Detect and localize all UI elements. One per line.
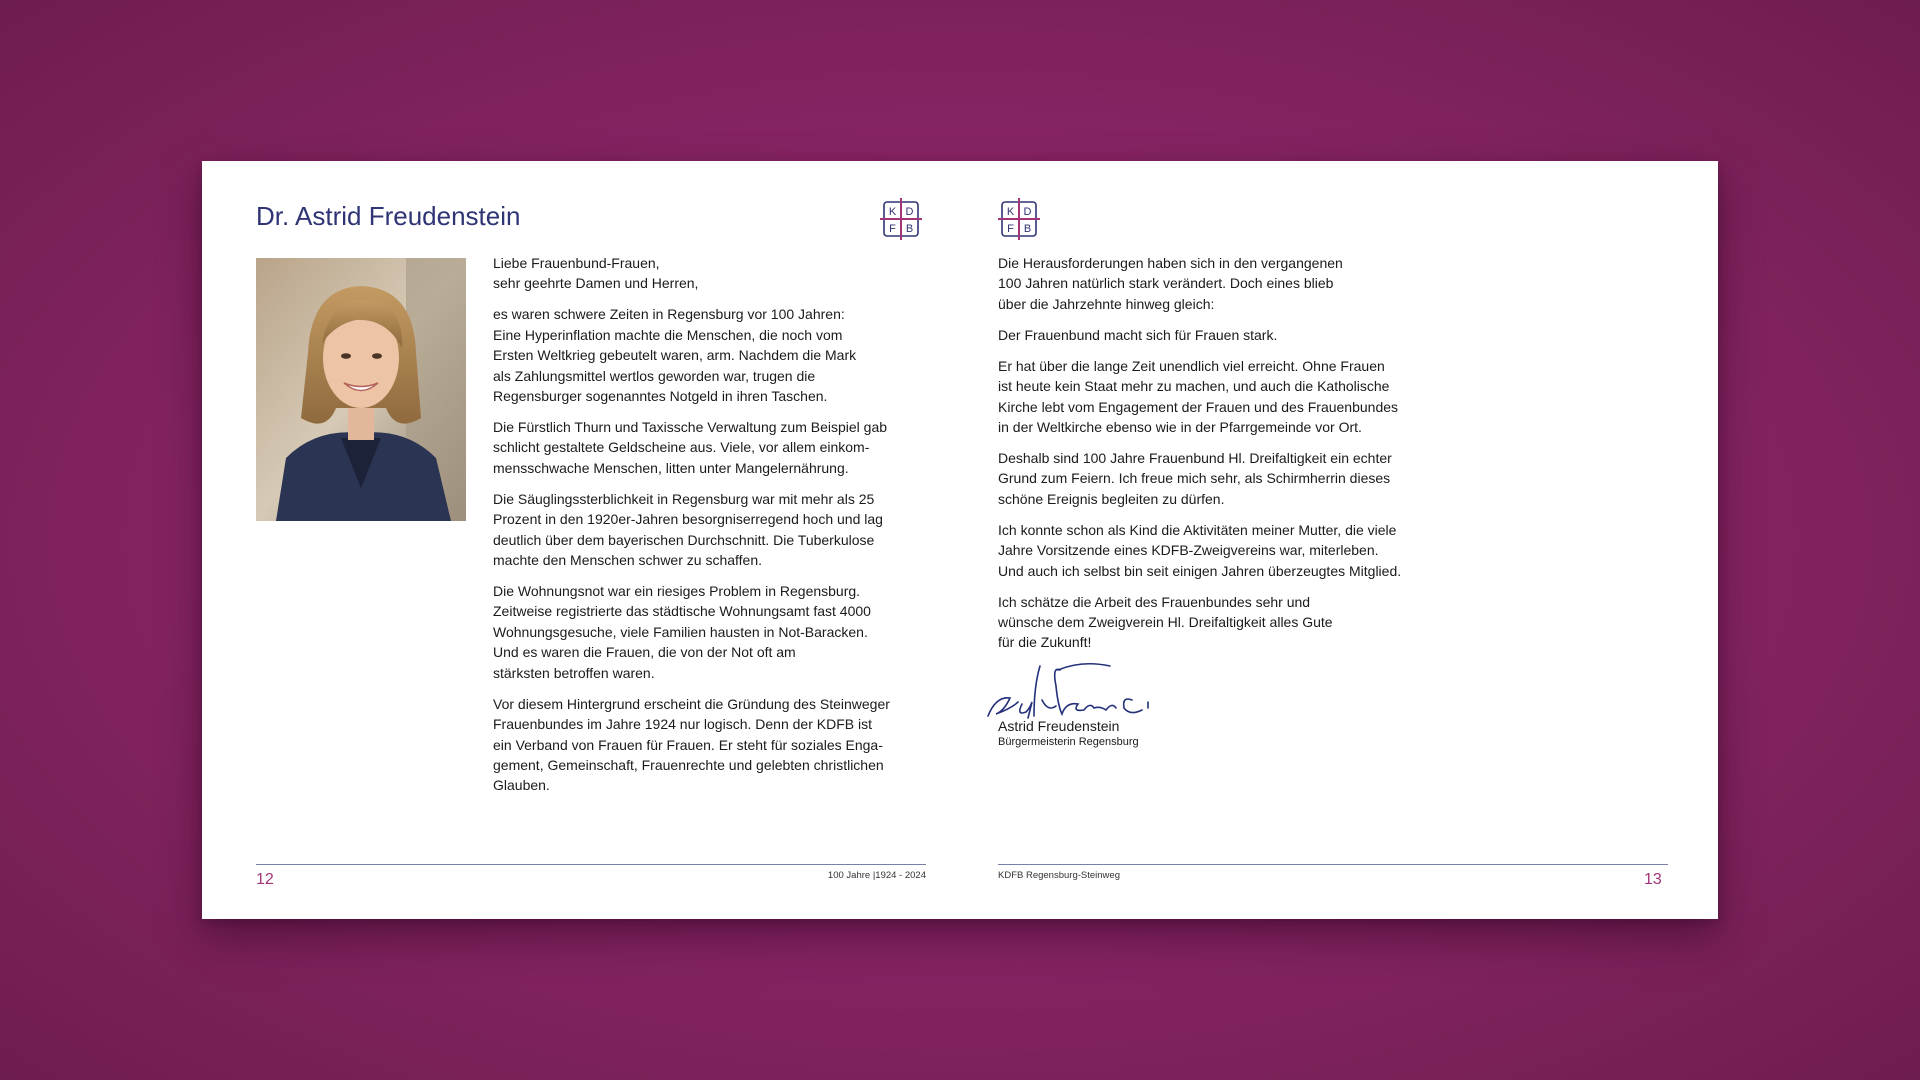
paragraph: Der Frauenbund macht sich für Frauen stark. [998,326,1278,343]
footer-divider [256,864,926,865]
logo-letter-f: F [889,223,896,235]
paragraph: Ich konnte schon als Kind die Aktivitäten meiner Mutter, die viele Jahre Vorsitzende eines KDFB-Zweigvereins war, miterleben. Und auch ich selbst bin seit einigen Jahren überzeugtes Mitglied. [998,521,1402,579]
footer-label: KDFB Regensburg-Steinweg [998,870,1120,881]
right-page [960,161,1718,919]
paragraph: Die Säuglingssterblichkeit in Regensburg war mit mehr als 25 Prozent in den 1920er-Jahren besorgniserregend hoch und lag deutlich über dem bayerischen Durchschnitt. Die Tuberkulose machte den Menschen schwer zu schaffen. [493,490,883,569]
paragraph: Die Wohnungsnot war ein riesiges Problem in Regensburg. Zeitweise registrierte das städtische Wohnungsamt fast 4000 Wohnungsgesuche, viele Familien hausten in Not-Baracken. Und es waren die Frauen, die von der Not oft am stärksten betroffen waren. [493,583,871,681]
logo-letter-k: K [1006,206,1015,218]
signature-name: Astrid Freudenstein [998,718,1120,734]
logo-letter-k: K [888,206,897,218]
footer-divider [998,864,1668,865]
logo-letter-b: B [1023,223,1032,235]
paragraph: Die Herausforderungen haben sich in den vergangenen 100 Jahren natürlich stark verändert. Doch eines blieb über die Jahrzehnte hinweg gleich: [998,255,1343,312]
logo-letter-f: F [1007,223,1014,235]
paragraph: Ich schätze die Arbeit des Frauenbundes sehr und wünsche dem Zweigverein Hl. Dreifaltigkeit alles Gute für die Zukunft! [998,593,1333,651]
page-number: 13 [1644,871,1662,888]
portrait-photo [256,258,466,521]
page-number: 12 [256,871,274,888]
paragraph: es waren schwere Zeiten in Regensburg vor 100 Jahren: Eine Hyperinflation machte die Menschen, die noch vom Ersten Weltkrieg gebeutelt waren, arm. Nachdem die Mark als Zahlungsmittel wertlos geworden war, trugen die Regensburger sogenanntes Notgeld in ihren Taschen. [493,306,857,405]
handwritten-signature [982,656,1162,726]
signature-role: Bürgermeisterin Regensburg [998,736,1139,748]
logo-letter-b: B [905,223,914,235]
letter-body-left [493,253,923,806]
kdfb-logo-icon [880,198,922,240]
paragraph: Die Fürstlich Thurn und Taxissche Verwaltung zum Beispiel gab schlicht gestaltete Geldscheine aus. Viele, vor allem einkom- mensschwache Menschen, litten unter Mangelernährung. [493,419,888,476]
paragraph: Er hat über die lange Zeit unendlich viel erreicht. Ohne Frauen ist heute kein Staat mehr zu machen, und auch die Katholische Kirche lebt vom Engagement der Frauen und des Frauenbundes in der Weltkirche ebenso wie in der Pfarrgemeinde vor Ort. [998,357,1399,436]
paragraph: Vor diesem Hintergrund erscheint die Gründung des Steinweger Frauenbundes im Jahre 1924 nur logisch. Denn der KDFB ist ein Verband von Frauen für Frauen. Er steht für soziales Enga- gement, Gemeinschaft, Frauenrechte und gelebten christlichen Glauben. [493,695,890,794]
letter-body-right [998,253,1468,663]
logo-letter-d: D [1023,206,1032,218]
left-page [202,161,960,919]
logo-letter-d: D [905,206,914,218]
paragraph: Liebe Frauenbund-Frauen, sehr geehrte Damen und Herren, [493,255,699,292]
footer-label: 100 Jahre |1924 - 2024 [827,870,926,881]
kdfb-logo-icon [998,198,1040,240]
brochure-spread [202,161,1718,919]
paragraph: Deshalb sind 100 Jahre Frauenbund Hl. Dreifaltigkeit ein echter Grund zum Feiern. Ich freue mich sehr, als Schirmherrin dieses schöne Ereignis begleiten zu dürfen. [998,450,1392,507]
page-title: Dr. Astrid Freudenstein [256,201,521,231]
